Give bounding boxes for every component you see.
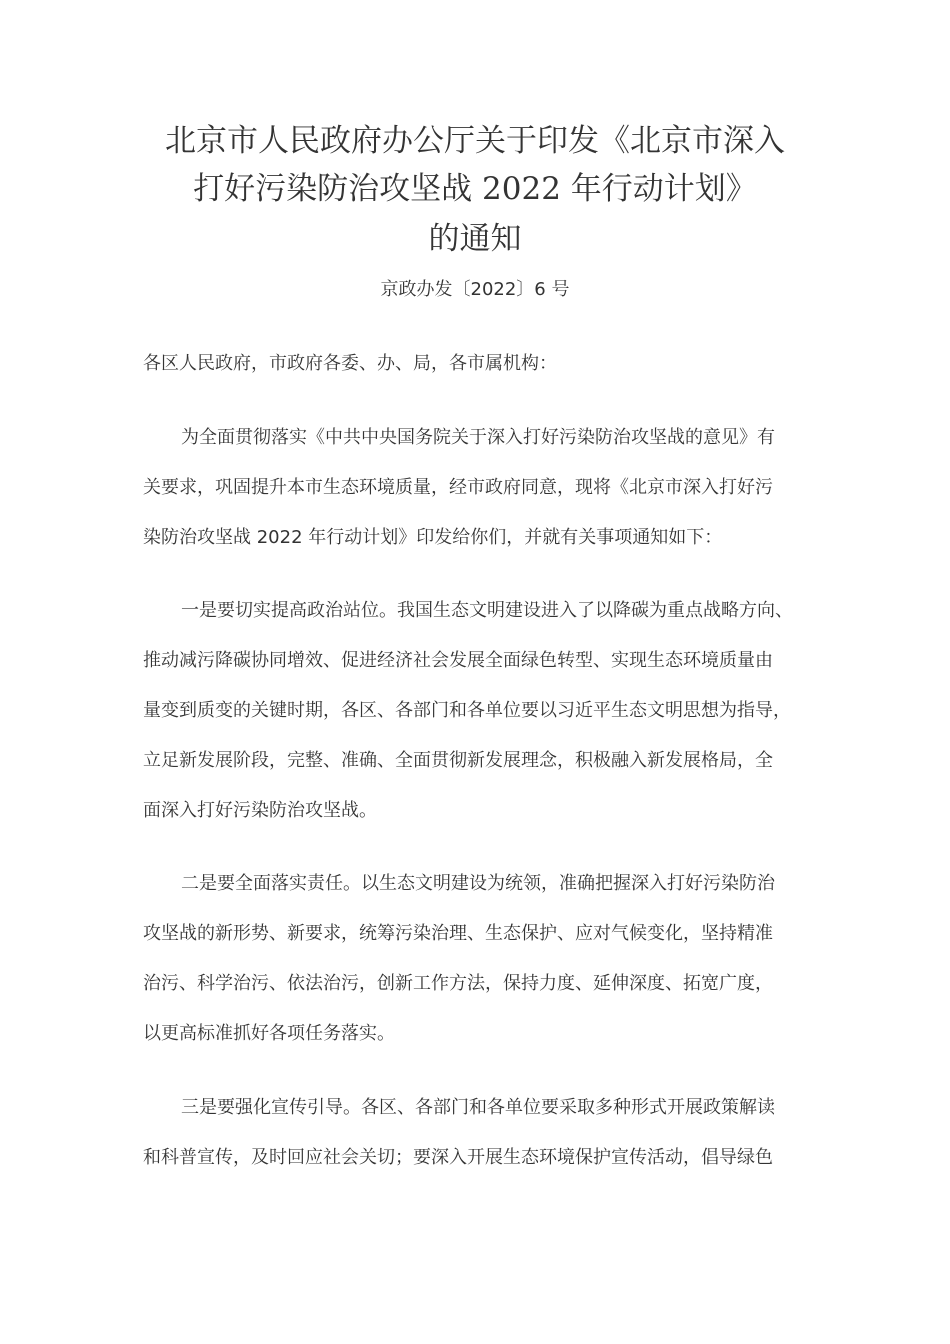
paragraph-2-line-4: 立足新发展阶段，完整、准确、全面贯彻新发展理念，积极融入新发展格局，全 [143, 750, 773, 771]
paragraph-1-line-3: 染防治攻坚战 2022 年行动计划》印发给你们，并就有关事项通知如下： [143, 527, 723, 548]
paragraph-3-line-4: 以更高标准抓好各项任务落实。 [143, 1023, 395, 1044]
paragraph-1-line-2: 关要求，巩固提升本市生态环境质量，经市政府同意，现将《北京市深入打好污 [143, 477, 773, 498]
paragraph-3-line-3: 治污、科学治污、依法治污，创新工作方法，保持力度、延伸深度、拓宽广度， [143, 973, 773, 994]
paragraph-2-line-2: 推动减污降碳协同增效、促进经济社会发展全面绿色转型、实现生态环境质量由 [143, 650, 773, 671]
document-number: 京政办发〔2022〕6 号 [380, 279, 570, 300]
paragraph-2-line-3: 量变到质变的关键时期，各区、各部门和各单位要以习近平生态文明思想为指导， [143, 700, 791, 721]
paragraph-4-line-1: 三是要强化宣传引导。各区、各部门和各单位要采取多种形式开展政策解读 [181, 1097, 775, 1118]
paragraph-2-line-5: 面深入打好污染防治攻坚战。 [143, 800, 377, 821]
document-title-line-1: 北京市人民政府办公厅关于印发《北京市深入 [165, 123, 785, 159]
paragraph-2-line-1: 一是要切实提高政治站位。我国生态文明建设进入了以降碳为重点战略方向、 [181, 600, 793, 621]
paragraph-3-line-1: 二是要全面落实责任。以生态文明建设为统领，准确把握深入打好污染防治 [181, 873, 775, 894]
paragraph-4-line-2: 和科普宣传，及时回应社会关切；要深入开展生态环境保护宣传活动，倡导绿色 [143, 1147, 773, 1168]
document-title-line-2: 打好污染防治攻坚战 2022 年行动计划》 [193, 171, 757, 207]
paragraph-1-line-1: 为全面贯彻落实《中共中央国务院关于深入打好污染防治攻坚战的意见》有 [181, 427, 775, 448]
document-title-line-3: 的通知 [428, 221, 522, 257]
paragraph-3-line-2: 攻坚战的新形势、新要求，统筹污染治理、生态保护、应对气候变化，坚持精准 [143, 923, 773, 944]
addressee: 各区人民政府，市政府各委、办、局，各市属机构： [143, 353, 557, 374]
